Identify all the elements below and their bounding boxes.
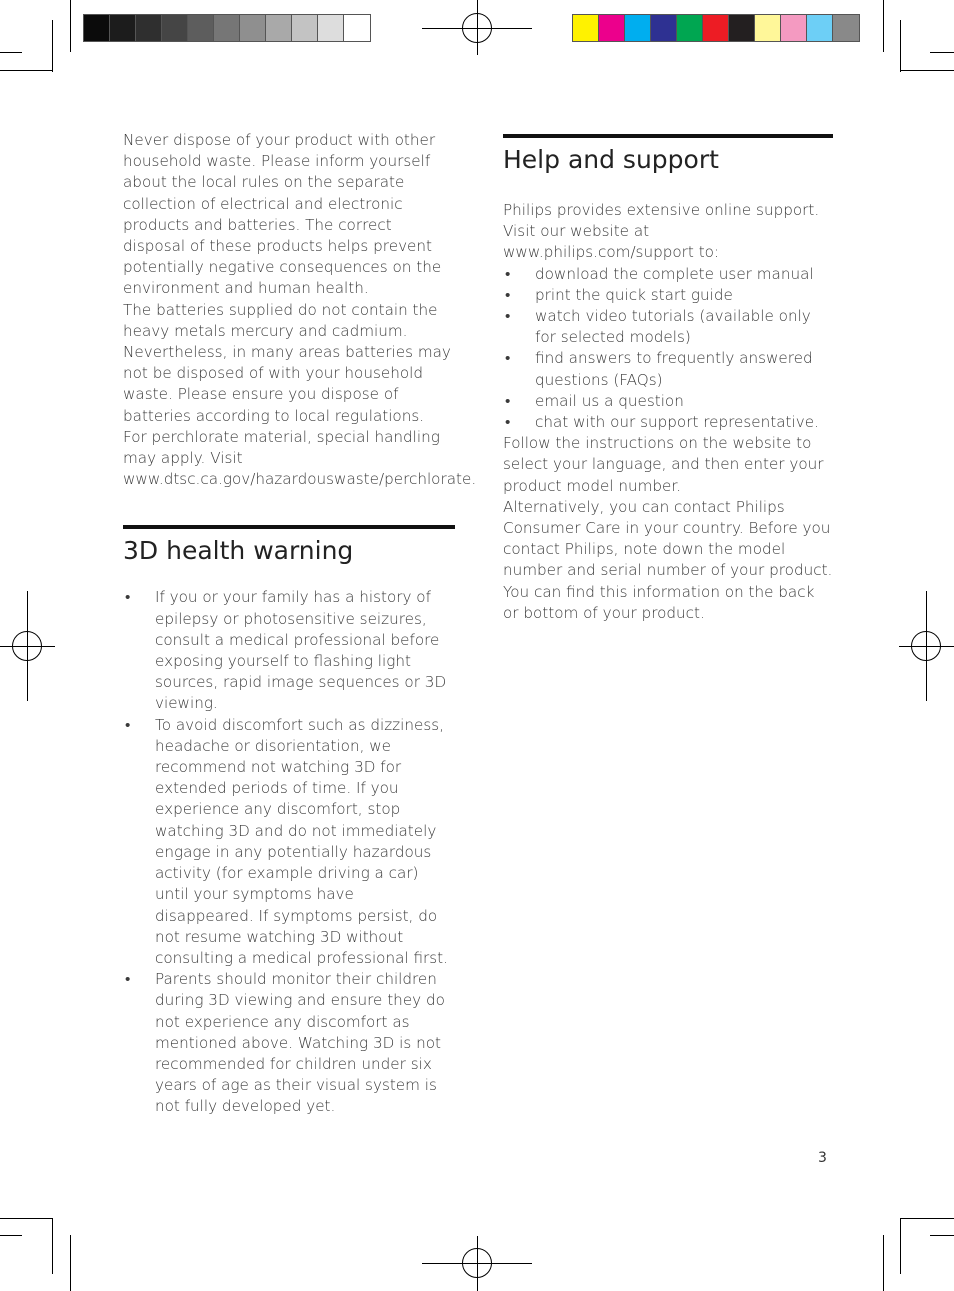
- crop-mark: [0, 1218, 52, 1219]
- color-swatch: [240, 15, 266, 41]
- color-swatch: [807, 15, 833, 41]
- crop-mark: [900, 70, 954, 71]
- list-item: • find answers to frequently answered questions (FAQs): [503, 348, 833, 390]
- list-item: • To avoid discomfort such as dizziness, headache or disorientation, we recommend not watching 3D for extended periods of time. If you experience any discomfort, stop watching 3D and do not immediately engage in any potentially hazardous activity (for example driving a car) until your symptoms have disappeared. If symptoms persist, do not resume watching 3D without consulting a medical professional first.: [123, 715, 455, 969]
- color-swatch: [266, 15, 292, 41]
- color-swatch: [188, 15, 214, 41]
- color-swatch: [162, 15, 188, 41]
- alternative-paragraph: Alternatively, you can contact Philips Consumer Care in your country. Before you contact Philips, note down the model number and serial number of your product. You can find this information on the back or bottom of your product.: [503, 497, 833, 622]
- crop-mark: [900, 1218, 954, 1219]
- list-item: • print the quick start guide: [503, 285, 833, 306]
- registration-mark: [462, 13, 492, 43]
- color-swatch: [318, 15, 344, 41]
- list-item: • chat with our support representative.: [503, 412, 833, 433]
- crop-mark: [70, 1235, 71, 1291]
- left-column: [123, 130, 477, 1118]
- registration-mark: [12, 631, 42, 661]
- color-swatch: [214, 15, 240, 41]
- support-intro: Philips provides extensive online support. Visit our website at www.philips.com/support to:: [503, 201, 820, 262]
- color-swatch: [755, 15, 781, 41]
- color-swatch: [833, 15, 859, 41]
- grayscale-calibration-bar: [83, 14, 371, 42]
- crop-mark: [0, 70, 52, 71]
- disposal-paragraph: Never dispose of your product with other household waste. Please inform yourself about the local rules on the separate collection of electrical and electronic products and batteries. The correct disposal of these products helps prevent potentially negative consequences on the environment and human health.: [123, 131, 442, 298]
- color-swatch: [292, 15, 318, 41]
- battery-paragraph: The batteries supplied do not contain the heavy metals mercury and cadmium. Nevertheless, in many areas batteries may not be disposed of with your household waste. Please ensure you dispose of batteries according to local regulations.: [123, 300, 451, 425]
- heading-rule: [123, 525, 455, 529]
- crop-mark: [900, 20, 901, 72]
- right-column: [503, 134, 833, 624]
- crop-mark: [0, 1235, 22, 1236]
- crop-mark: [883, 0, 884, 52]
- color-swatch: [110, 15, 136, 41]
- crop-mark: [70, 0, 71, 52]
- color-swatch: [599, 15, 625, 41]
- help-support-heading: Help and support: [503, 145, 719, 174]
- color-swatch: [677, 15, 703, 41]
- color-swatch: [781, 15, 807, 41]
- disposal-section: [123, 130, 477, 490]
- page-number: 3: [818, 1150, 827, 1166]
- list-item: • watch video tutorials (available only for selected models): [503, 306, 833, 348]
- color-swatch: [625, 15, 651, 41]
- color-swatch: [136, 15, 162, 41]
- list-item: • Parents should monitor their children during 3D viewing and ensure they do not experience any discomfort as mentioned above. Watching 3D is not recommended for children under six years of age as their visual system is not fully developed yet.: [123, 969, 455, 1117]
- crop-mark: [0, 52, 22, 53]
- color-swatch: [344, 15, 370, 41]
- crop-mark: [930, 52, 954, 53]
- color-calibration-bar: [572, 14, 860, 42]
- health-warning-list: [123, 587, 455, 1117]
- color-swatch: [84, 15, 110, 41]
- registration-mark: [911, 631, 941, 661]
- color-swatch: [703, 15, 729, 41]
- color-swatch: [573, 15, 599, 41]
- crop-mark: [900, 1218, 901, 1274]
- health-warning-heading: 3D health warning: [123, 536, 354, 566]
- color-swatch: [651, 15, 677, 41]
- support-list: [503, 264, 833, 434]
- registration-mark: [462, 1248, 492, 1278]
- list-item: • download the complete user manual: [503, 264, 833, 285]
- crop-mark: [52, 20, 53, 72]
- crop-mark: [52, 1218, 53, 1274]
- color-swatch: [729, 15, 755, 41]
- crop-mark: [930, 1235, 954, 1236]
- perchlorate-paragraph: For perchlorate material, special handling may apply. Visit www.dtsc.ca.gov/hazardouswaste/perchlorate.: [123, 427, 477, 489]
- list-item: • If you or your family has a history of epilepsy or photosensitive seizures, consult a medical professional before exposing yourself to flashing light sources, rapid image sequences or 3D viewing.: [123, 587, 455, 714]
- list-item: • email us a question: [503, 391, 833, 412]
- crop-mark: [883, 1235, 884, 1291]
- follow-paragraph: Follow the instructions on the website to select your language, and then enter your product model number.: [503, 434, 824, 495]
- heading-rule: [503, 134, 833, 138]
